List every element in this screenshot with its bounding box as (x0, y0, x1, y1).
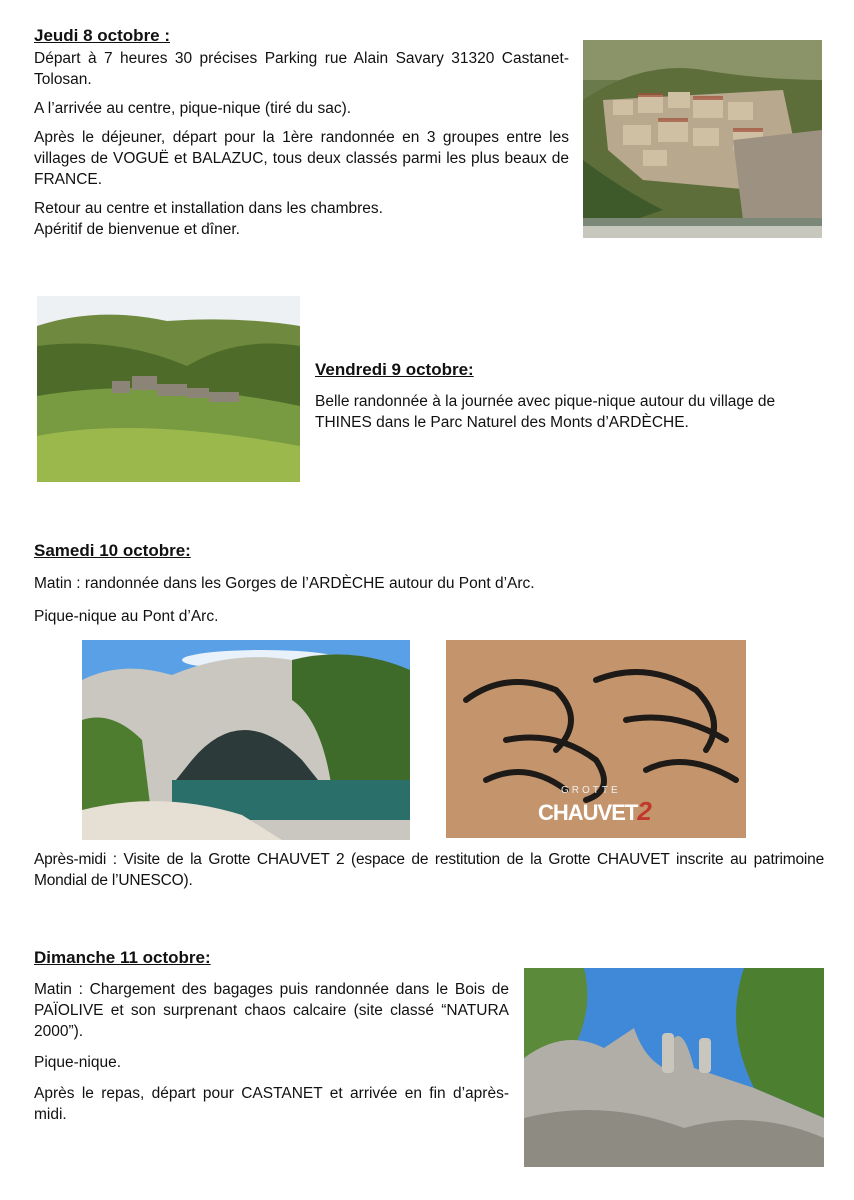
paragraph: Après le déjeuner, départ pour la 1ère randonnée en 3 groupes entre les villages de VOGUË et BALAZUC, tous deux classés parmi les plus beaux de FRANCE. (34, 129, 569, 188)
logo-grotte: GROTTE (561, 785, 621, 796)
day-section-dimanche (34, 979, 509, 1125)
paragraph: Départ à 7 heures 30 précises Parking rue Alain Savary 31320 Castanet-Tolosan. (34, 50, 569, 88)
photo-pont-darc (82, 640, 410, 840)
day-title-samedi: Samedi 10 octobre: (34, 541, 191, 560)
photo-balazuc-village (583, 40, 822, 238)
day-section-samedi-morning (34, 573, 824, 627)
paragraph: Matin : randonnée dans les Gorges de l’ARDÈCHE autour du Pont d’Arc. (34, 575, 535, 592)
day-title-jeudi: Jeudi 8 octobre : (34, 26, 171, 45)
day-section-jeudi (34, 48, 569, 240)
paragraph: Après-midi : Visite de la Grotte CHAUVET 2 (espace de restitution de la Grotte CHAUVET inscrite au patrimoine Mondial de l’UNESCO). (34, 851, 824, 889)
paragraph: A l’arrivée au centre, pique-nique (tiré du sac). (34, 100, 352, 117)
photo-bois-de-paiolive (524, 968, 824, 1167)
logo-chauvet-mark: 2 (637, 796, 651, 826)
paragraph: Retour au centre et installation dans les chambres. (34, 200, 383, 217)
logo-chauvet-text: CHAUVET (538, 800, 638, 825)
day-title-dimanche: Dimanche 11 octobre: (34, 948, 211, 967)
day-title-vendredi: Vendredi 9 octobre: (315, 360, 474, 379)
paragraph: Pique-nique au Pont d’Arc. (34, 608, 219, 625)
day-section-samedi-afternoon (34, 849, 824, 891)
photo-thines-village (37, 296, 300, 482)
paragraph: Matin : Chargement des bagages puis randonnée dans le Bois de PAÏOLIVE et son surprenant chaos calcaire (site classé “NATURA 2000”). (34, 981, 509, 1040)
paragraph: Belle randonnée à la journée avec pique-nique autour du village de THINES dans le Parc Naturel des Monts d’ARDÈCHE. (315, 393, 776, 431)
paragraph: Pique-nique. (34, 1054, 122, 1071)
logo-chauvet (538, 796, 651, 827)
day-section-vendredi (315, 391, 825, 433)
paragraph: Apéritif de bienvenue et dîner. (34, 221, 240, 238)
paragraph: Après le repas, départ pour CASTANET et arrivée en fin d’après-midi. (34, 1085, 509, 1123)
photo-grotte-chauvet (446, 640, 746, 838)
